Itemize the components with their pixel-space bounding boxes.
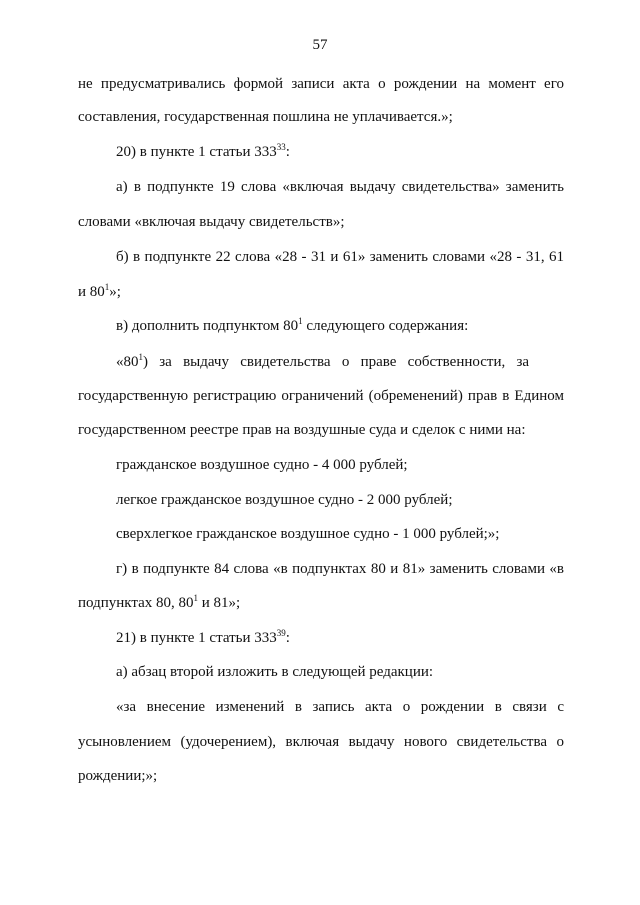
text-line-18: а) абзац второй изложить в следующей редакции:	[116, 664, 434, 680]
text-segment: в) дополнить подпунктом 80	[116, 318, 299, 334]
text-segment: :	[285, 144, 290, 160]
text-segment: «80	[116, 354, 139, 370]
text-segment: »;	[109, 284, 121, 300]
text-line-1: не предусматривались формой записи акта о рождении на момент его	[78, 76, 564, 92]
text-segment: и 81»;	[198, 595, 241, 611]
text-line-13: легкое гражданское воздушное судно - 2 000 рублей;	[116, 492, 453, 508]
text-segment: ) за выдачу свидетельства о праве собственности, за	[143, 354, 530, 370]
text-line-2: составления, государственная пошлина не уплачивается.»;	[78, 109, 453, 125]
text-line-10: государственную регистрацию ограничений (обременений) прав в Едином	[78, 388, 564, 404]
superscript: 1	[104, 282, 110, 292]
page-number: 57	[312, 37, 328, 53]
superscript: 39	[276, 628, 286, 638]
superscript: 1	[298, 316, 303, 326]
text-segment: 20) в пункте 1 статьи 333	[116, 144, 277, 160]
text-line-12: гражданское воздушное судно - 4 000 рублей;	[116, 457, 408, 473]
text-line-16	[78, 594, 564, 612]
text-segment: следующего содержания:	[302, 318, 469, 334]
text-line-17	[116, 629, 564, 647]
text-line-15: г) в подпункте 84 слова «в подпунктах 80 и 81» заменить словами «в	[116, 561, 564, 577]
text-line-4: а) в подпункте 19 слова «включая выдачу свидетельства» заменить	[116, 179, 564, 195]
text-line-6: б) в подпункте 22 слова «28 - 31 и 61» заменить словами «28 - 31, 61	[116, 249, 564, 265]
superscript: 33	[276, 142, 286, 152]
superscript: 1	[138, 352, 143, 362]
text-segment: подпунктах 80, 80	[78, 595, 194, 611]
text-line-9	[116, 353, 564, 371]
text-line-19: «за внесение изменений в запись акта о рождении в связи с	[116, 699, 564, 715]
text-segment: 21) в пункте 1 статьи 333	[116, 630, 277, 646]
text-line-7	[78, 283, 564, 301]
text-line-21: рождении;»;	[78, 768, 158, 784]
text-line-20: усыновлением (удочерением), включая выдачу нового свидетельства о	[78, 734, 564, 750]
text-line-3	[116, 143, 564, 161]
text-segment: :	[285, 630, 290, 646]
superscript: 1	[193, 593, 199, 603]
text-line-14: сверхлегкое гражданское воздушное судно - 1 000 рублей;»;	[116, 526, 500, 542]
text-line-5: словами «включая выдачу свидетельств»;	[78, 214, 345, 230]
text-line-8	[116, 317, 564, 335]
text-line-11: государственном реестре прав на воздушные суда и сделок с ними на:	[78, 422, 526, 438]
text-segment: и 80	[78, 284, 105, 300]
